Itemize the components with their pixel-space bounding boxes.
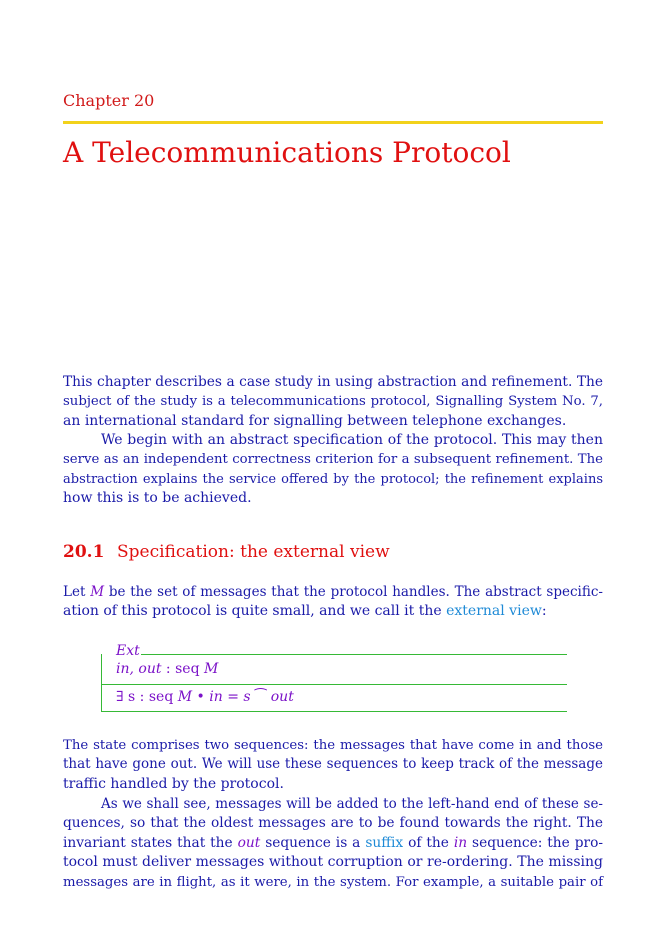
text-line: The state comprises two sequences: the messages that have come in and those	[63, 738, 603, 753]
schema-box	[101, 644, 567, 712]
chapter-rule	[63, 121, 603, 124]
text-line: invariant states that the out sequence is a suffix of the in sequence: the pro-	[63, 834, 604, 851]
text-line: abstraction explains the service offered by the protocol; the refinement explains	[63, 471, 603, 487]
schema-declaration: in, out : seq M	[116, 661, 219, 677]
text-line: traffic handled by the protocol.	[63, 775, 284, 792]
text-line: tocol must deliver messages without corruption or re-ordering. The missing	[63, 854, 603, 871]
schema-bottom-rule	[101, 711, 567, 712]
math-var-m: M	[90, 584, 105, 600]
intro-paragraph-1	[63, 373, 603, 431]
invariant-paragraph	[63, 795, 603, 892]
text-line: messages are in flight, as it were, in the system. For example, a suitable pair of	[63, 874, 603, 890]
text-line: quences, so that the oldest messages are to be found towards the right. The	[63, 815, 603, 832]
defined-term-suffix: suffix	[365, 834, 404, 851]
text-line: We begin with an abstract specification of the protocol. This may then	[101, 432, 603, 448]
defined-term-external-view: external view	[446, 603, 542, 620]
text-line: ation of this protocol is quite small, and we call it the external view:	[63, 603, 547, 620]
math-var-in: in	[453, 834, 468, 851]
schema-top-rule	[141, 654, 567, 655]
text-line: This chapter describes a case study in using abstraction and refinement. The	[63, 374, 603, 390]
chapter-label: Chapter 20	[63, 91, 155, 110]
intro-paragraph-2	[63, 431, 603, 509]
text-line: Let M be the set of messages that the protocol handles. The abstract specific-	[63, 584, 603, 600]
text-line: As we shall see, messages will be added to the left-hand end of these se-	[101, 796, 603, 812]
schema-predicate: ∃ s : seq M • in = s ⁀ out	[116, 689, 294, 705]
text-line: an international standard for signalling between telephone exchanges.	[63, 412, 567, 429]
schema-divider	[101, 684, 567, 685]
state-paragraph	[63, 736, 603, 794]
section-heading	[63, 542, 390, 562]
spec-paragraph	[63, 583, 603, 622]
math-var-out: out	[237, 834, 261, 851]
section-number: 20.1	[63, 542, 105, 562]
chapter-title: A Telecommunications Protocol	[63, 136, 511, 169]
text-line: subject of the study is a telecommunications protocol, Signalling System No. 7,	[63, 394, 603, 410]
section-title: Specification: the external view	[117, 542, 390, 562]
text-line: serve as an independent correctness criterion for a subsequent refinement. The	[63, 452, 603, 468]
schema-left-rule	[101, 654, 102, 712]
schema-name: Ext	[116, 643, 140, 659]
text-line: that have gone out. We will use these sequences to keep track of the message	[63, 756, 603, 773]
text-line: how this is to be achieved.	[63, 490, 252, 507]
